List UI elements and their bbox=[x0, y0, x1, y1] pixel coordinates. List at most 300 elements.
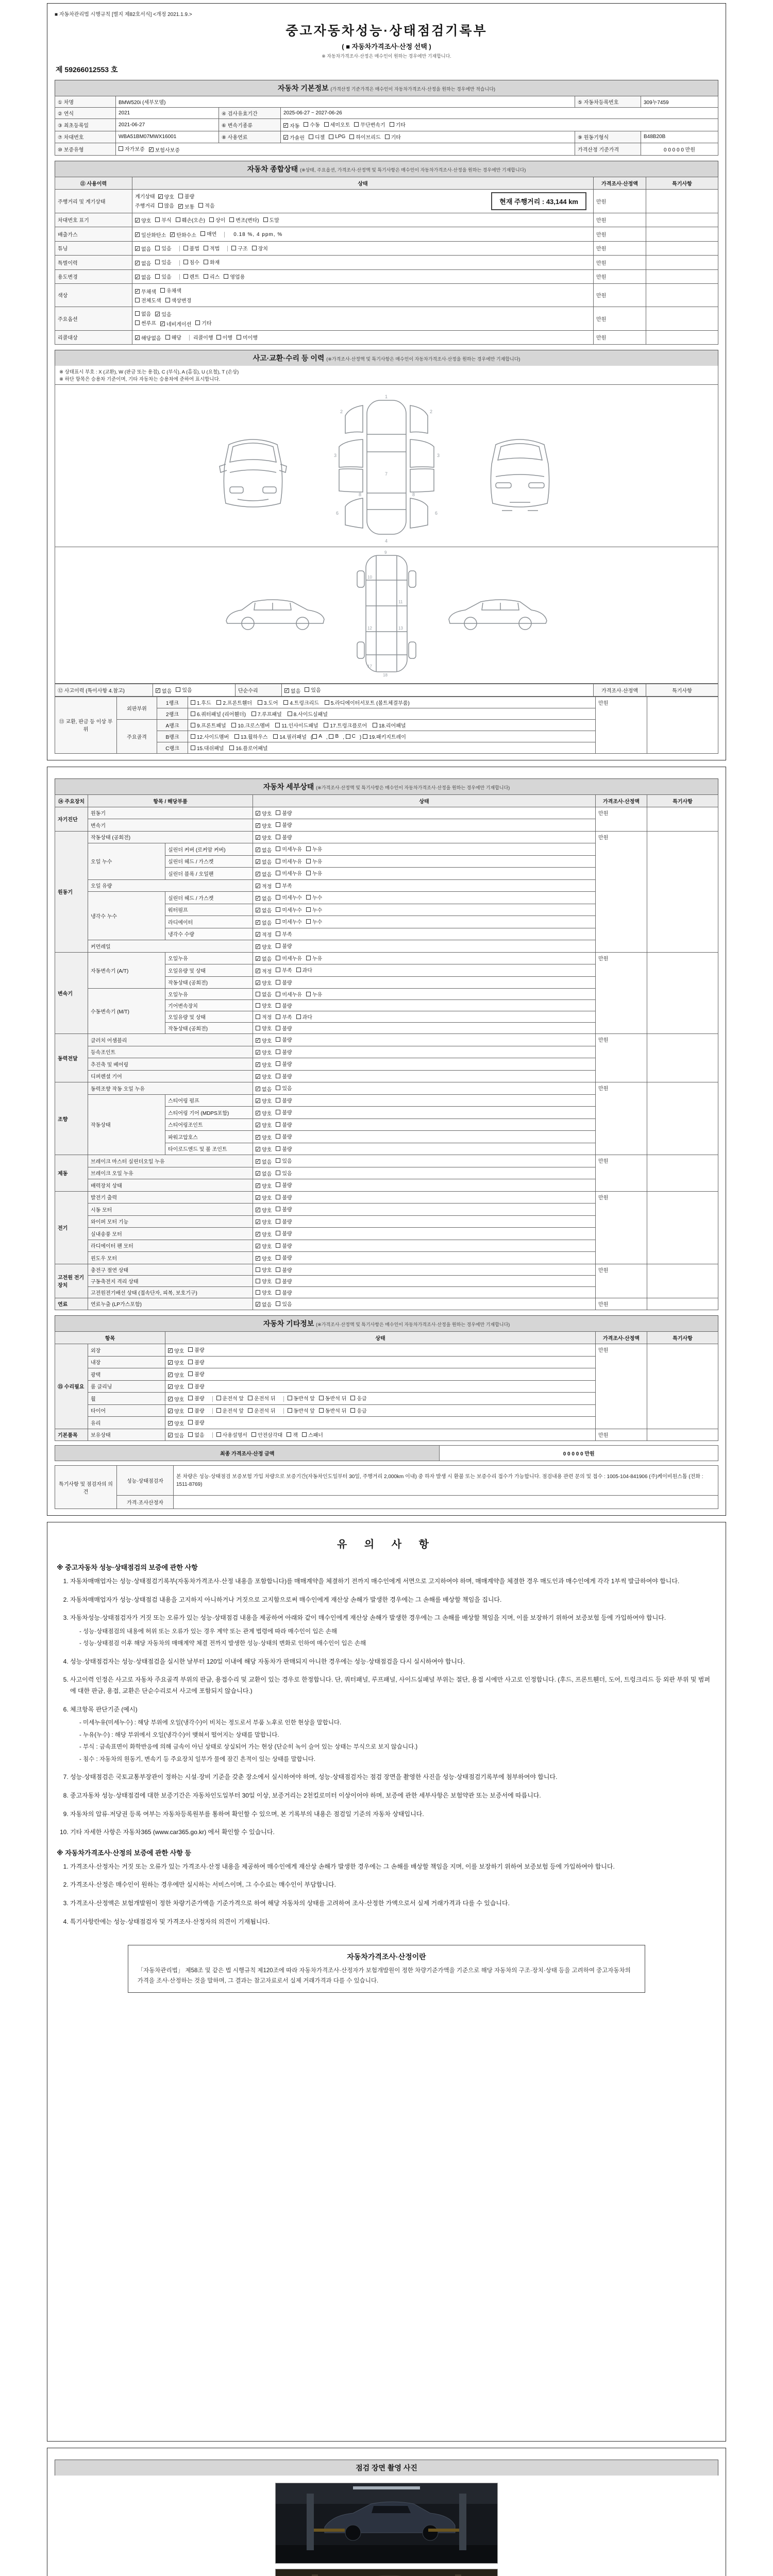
pillar-unchecked[interactable] bbox=[312, 734, 322, 739]
state-unchecked[interactable] bbox=[276, 1002, 292, 1009]
state-line bbox=[135, 273, 591, 281]
checkbox-box bbox=[276, 931, 280, 936]
current-mileage-value: 43,144 km bbox=[546, 197, 578, 206]
checkbox-box bbox=[276, 1134, 280, 1139]
checkbox-box bbox=[276, 907, 280, 912]
final-price-label: 최종 가격조사·산정 금액 bbox=[55, 1446, 440, 1461]
checkbox-box bbox=[346, 734, 350, 739]
state-unchecked[interactable] bbox=[276, 1036, 292, 1043]
state-checked[interactable] bbox=[256, 1182, 272, 1190]
checkbox-box bbox=[276, 859, 280, 863]
checkbox-label: 양호 bbox=[262, 836, 272, 841]
device-state bbox=[253, 1228, 596, 1240]
state-checked[interactable] bbox=[256, 1255, 272, 1262]
state-unchecked[interactable] bbox=[276, 1289, 292, 1296]
state-checked[interactable] bbox=[168, 1371, 184, 1379]
state-unchecked[interactable] bbox=[224, 273, 245, 280]
state-unchecked[interactable] bbox=[319, 1394, 346, 1402]
panel-unchecked[interactable] bbox=[191, 721, 226, 729]
state-unchecked[interactable] bbox=[256, 1002, 272, 1009]
state-unchecked[interactable] bbox=[165, 333, 181, 341]
state-unchecked[interactable] bbox=[296, 966, 312, 974]
accident-history-unchecked[interactable] bbox=[176, 686, 192, 693]
state-unchecked[interactable] bbox=[209, 216, 225, 224]
state-checked[interactable] bbox=[256, 834, 272, 841]
panel-unchecked[interactable] bbox=[258, 699, 278, 706]
checkbox-label: 미세누유 bbox=[282, 956, 302, 962]
state-checked[interactable] bbox=[135, 334, 161, 342]
checkbox-label: 양호 bbox=[262, 1147, 272, 1153]
device-part: 타이로드엔드 및 볼 조인트 bbox=[165, 1143, 253, 1155]
panel-unchecked[interactable] bbox=[191, 699, 211, 706]
state-unchecked[interactable] bbox=[276, 857, 302, 865]
panel-unchecked[interactable] bbox=[231, 721, 270, 729]
state-checked[interactable] bbox=[168, 1431, 184, 1439]
state-unchecked[interactable] bbox=[135, 310, 151, 317]
note-cell bbox=[646, 307, 718, 330]
state-unchecked[interactable] bbox=[188, 1418, 204, 1426]
state-unchecked[interactable] bbox=[276, 1277, 292, 1285]
state-unchecked[interactable] bbox=[188, 1346, 204, 1353]
state-unchecked[interactable] bbox=[276, 882, 292, 889]
state-unchecked[interactable] bbox=[287, 1431, 298, 1438]
section-final-price bbox=[55, 1445, 718, 1461]
panel-unchecked[interactable] bbox=[234, 733, 268, 740]
state-checked[interactable] bbox=[256, 882, 272, 890]
state-unchecked[interactable] bbox=[188, 1406, 204, 1414]
notice-subitem: - 미세누유(미세누수) : 해당 부위에 오일(냉각수)이 비치는 정도로서 부품 노후로 인한 현상을 말합니다. bbox=[79, 1718, 713, 1728]
state-unchecked[interactable] bbox=[198, 201, 214, 209]
state-unchecked[interactable] bbox=[204, 244, 220, 252]
etc-info-table bbox=[55, 1331, 718, 1441]
state-checked[interactable] bbox=[256, 967, 272, 975]
table-row bbox=[55, 119, 718, 131]
checkbox-label: 누유 bbox=[312, 956, 323, 962]
text: 12 bbox=[367, 626, 372, 631]
state-unchecked[interactable] bbox=[276, 1096, 292, 1104]
state-unchecked[interactable] bbox=[276, 1157, 292, 1164]
checkbox-label: 상이 bbox=[215, 217, 226, 224]
state-checked[interactable] bbox=[256, 1145, 272, 1153]
state-checked[interactable] bbox=[256, 1300, 272, 1308]
state-unchecked[interactable] bbox=[276, 833, 292, 841]
state-unchecked[interactable] bbox=[306, 857, 322, 865]
state-checked[interactable] bbox=[256, 1061, 272, 1069]
state-checked[interactable] bbox=[256, 1073, 272, 1080]
state-checked[interactable] bbox=[158, 193, 174, 200]
state-checked[interactable] bbox=[168, 1407, 184, 1415]
page-detail-etc bbox=[47, 767, 726, 1516]
state-unchecked[interactable] bbox=[183, 258, 199, 266]
state-unchecked[interactable] bbox=[276, 1253, 292, 1261]
state-checked[interactable] bbox=[256, 894, 272, 902]
state-checked[interactable] bbox=[256, 858, 272, 866]
panel-unchecked[interactable] bbox=[325, 699, 410, 706]
overall-row bbox=[55, 307, 718, 330]
state-checked[interactable] bbox=[256, 1230, 272, 1238]
notice-item: 2. 자동차매매업자가 성능·상태점검 내용을 고지하지 아니하거나 거짓으로 고지함으로써 매수인에게 재산상 손해가 발생한 경우에는 그 손해를 배상할 책임을 집니다. bbox=[70, 1595, 713, 1606]
pillar-unchecked[interactable] bbox=[346, 734, 356, 739]
fuel-checked[interactable] bbox=[283, 133, 305, 141]
state-unchecked[interactable] bbox=[188, 1358, 204, 1366]
checkbox-box: ✓ bbox=[256, 1171, 260, 1176]
state-unchecked[interactable] bbox=[306, 954, 322, 962]
car-diagram-top-unfolded bbox=[309, 390, 464, 545]
state-unchecked[interactable] bbox=[256, 1289, 272, 1296]
state-unchecked[interactable] bbox=[251, 1431, 282, 1438]
state-unchecked[interactable] bbox=[155, 273, 171, 280]
state-checked[interactable] bbox=[256, 1097, 272, 1105]
panel-unchecked[interactable] bbox=[275, 721, 318, 729]
checkbox-label: 있음 bbox=[161, 260, 172, 266]
checkbox-box bbox=[183, 260, 188, 264]
field-sublabel: 주행거리 bbox=[135, 204, 155, 209]
panel-unchecked[interactable] bbox=[191, 710, 246, 718]
checkbox-label: 8.사이드실패널 bbox=[293, 711, 328, 718]
checkbox-box bbox=[195, 320, 200, 325]
fuel-unchecked[interactable] bbox=[309, 133, 325, 141]
tbody bbox=[55, 1446, 718, 1461]
state-unchecked[interactable] bbox=[306, 845, 322, 853]
state-unchecked[interactable] bbox=[252, 244, 268, 252]
state-checked[interactable] bbox=[178, 202, 194, 210]
path bbox=[410, 498, 428, 528]
panel-unchecked[interactable] bbox=[216, 699, 252, 706]
simple-repair-checked[interactable] bbox=[284, 687, 300, 694]
checkbox-label: 양호 bbox=[164, 195, 174, 200]
checkbox-label: 12.사이드멤버 bbox=[197, 734, 229, 740]
device-item: 와이퍼 모터 기능 bbox=[88, 1215, 253, 1228]
state-checked[interactable] bbox=[256, 822, 272, 829]
state-checked[interactable] bbox=[256, 930, 272, 938]
checkbox-box bbox=[191, 734, 195, 739]
state-checked[interactable] bbox=[256, 979, 272, 987]
state-unchecked[interactable] bbox=[155, 244, 171, 252]
checkbox-label: 3.도어 bbox=[263, 700, 278, 706]
state-unchecked[interactable] bbox=[256, 990, 272, 998]
state-checked[interactable] bbox=[170, 231, 196, 239]
state-unchecked[interactable] bbox=[276, 1060, 292, 1067]
state-unchecked[interactable] bbox=[276, 1229, 292, 1237]
state-unchecked[interactable] bbox=[276, 821, 292, 828]
text: 7 bbox=[385, 471, 388, 477]
state-unchecked[interactable] bbox=[276, 1300, 292, 1308]
state-unchecked[interactable] bbox=[296, 1013, 312, 1021]
checkbox-label: 불량 bbox=[194, 1384, 205, 1390]
checkbox-label: 적법 bbox=[209, 246, 220, 252]
state-unchecked[interactable] bbox=[276, 930, 292, 938]
checkbox-box: ✓ bbox=[168, 1384, 173, 1389]
checkbox-box bbox=[276, 1195, 280, 1199]
overall-row bbox=[55, 269, 718, 284]
state-unchecked[interactable] bbox=[155, 258, 171, 266]
pillar-unchecked[interactable] bbox=[329, 734, 339, 739]
state-checked[interactable] bbox=[135, 273, 151, 281]
state-checked[interactable] bbox=[135, 216, 151, 224]
state-checked[interactable] bbox=[256, 1085, 272, 1093]
state-unchecked[interactable] bbox=[256, 1266, 272, 1274]
checkbox-label: 자동 bbox=[290, 123, 300, 129]
state-checked[interactable] bbox=[256, 955, 272, 962]
state-unchecked[interactable] bbox=[306, 918, 322, 925]
state-checked[interactable] bbox=[135, 259, 151, 267]
state-checked[interactable] bbox=[168, 1383, 184, 1391]
state-unchecked[interactable] bbox=[158, 201, 174, 209]
state-unchecked[interactable] bbox=[165, 296, 192, 304]
state-checked[interactable] bbox=[256, 919, 272, 926]
state-unchecked[interactable] bbox=[276, 978, 292, 986]
col-header: 항목 / 해당부품 bbox=[88, 794, 253, 807]
checkbox-label: 없음 bbox=[262, 908, 272, 914]
checkbox-box bbox=[276, 1171, 280, 1175]
checkbox-box bbox=[183, 246, 188, 250]
state-unchecked[interactable] bbox=[306, 893, 322, 901]
state-unchecked[interactable] bbox=[276, 918, 302, 925]
state-unchecked[interactable] bbox=[237, 333, 258, 341]
state-unchecked[interactable] bbox=[276, 1132, 292, 1140]
state-checked[interactable] bbox=[155, 310, 171, 318]
checkbox-label: 장치 bbox=[258, 246, 268, 252]
state-unchecked[interactable] bbox=[288, 1394, 315, 1402]
checkbox-label: 불량 bbox=[282, 1049, 292, 1056]
state-unchecked[interactable] bbox=[256, 1277, 272, 1285]
state-unchecked[interactable] bbox=[195, 319, 211, 327]
state-unchecked[interactable] bbox=[216, 1431, 247, 1438]
state-checked[interactable] bbox=[135, 231, 166, 239]
state-unchecked[interactable] bbox=[216, 1406, 244, 1414]
state-checked[interactable] bbox=[256, 943, 272, 951]
state-unchecked[interactable] bbox=[276, 1121, 292, 1128]
state-unchecked[interactable] bbox=[183, 273, 199, 280]
checkbox-box bbox=[251, 1432, 256, 1437]
state-unchecked[interactable] bbox=[248, 1394, 275, 1402]
state-checked[interactable] bbox=[256, 1194, 272, 1201]
device-state bbox=[253, 904, 596, 916]
panel-unchecked[interactable] bbox=[373, 721, 406, 729]
state-unchecked[interactable] bbox=[188, 1382, 204, 1390]
state-unchecked[interactable] bbox=[276, 1217, 292, 1225]
panel-unchecked[interactable] bbox=[283, 699, 319, 706]
notice-item: 8. 중고자동차 성능·상태점검에 대한 보증기간은 자동차인도일부터 30일 이상, 보증거리는 2천킬로미터 이상이어야 하며, 보증에 관한 세부사항은 보험약관 또는 보증서에 따릅니다. bbox=[70, 1790, 713, 1802]
state-unchecked[interactable] bbox=[319, 1406, 346, 1414]
state-checked[interactable] bbox=[256, 1109, 272, 1117]
checkbox-label: 양호 bbox=[174, 1385, 184, 1391]
checkbox-label: 있음 bbox=[282, 1171, 292, 1177]
transmission-checked[interactable] bbox=[283, 122, 299, 129]
transmission-unchecked[interactable] bbox=[324, 121, 350, 128]
fuel-unchecked[interactable] bbox=[349, 133, 380, 141]
state-unchecked[interactable] bbox=[276, 1108, 292, 1116]
transmission-unchecked[interactable] bbox=[354, 121, 385, 128]
overall-row bbox=[55, 284, 718, 307]
path bbox=[226, 600, 324, 623]
checkbox-box: ✓ bbox=[256, 1062, 260, 1067]
state-unchecked[interactable] bbox=[276, 893, 302, 901]
checkbox-box: ✓ bbox=[149, 147, 153, 152]
path bbox=[230, 443, 276, 462]
field-label: ⑬ 교환, 판금 등 이상 부위 bbox=[55, 697, 117, 753]
state-unchecked[interactable] bbox=[276, 1048, 292, 1056]
state-unchecked[interactable] bbox=[183, 244, 199, 252]
panel-unchecked[interactable] bbox=[191, 744, 224, 752]
state-checked[interactable] bbox=[256, 1218, 272, 1226]
state-unchecked[interactable] bbox=[276, 990, 302, 998]
item-state bbox=[132, 241, 594, 256]
warranty-checked[interactable] bbox=[149, 146, 180, 154]
checkbox-box: ✓ bbox=[156, 311, 160, 317]
state-unchecked[interactable] bbox=[350, 1406, 366, 1414]
state-unchecked[interactable] bbox=[188, 1370, 204, 1378]
state-unchecked[interactable] bbox=[216, 1394, 244, 1402]
state-unchecked[interactable] bbox=[276, 1181, 292, 1189]
state-unchecked[interactable] bbox=[276, 1205, 292, 1213]
state-unchecked[interactable] bbox=[276, 1084, 292, 1092]
panel-unchecked[interactable] bbox=[363, 733, 406, 740]
state-unchecked[interactable] bbox=[276, 845, 302, 853]
state-unchecked[interactable] bbox=[256, 1024, 272, 1032]
transmission-unchecked[interactable] bbox=[304, 121, 320, 128]
checkbox-box: ✓ bbox=[256, 1256, 260, 1261]
panel-unchecked[interactable] bbox=[288, 710, 328, 718]
checkbox-box: ✓ bbox=[256, 835, 260, 840]
state-checked[interactable] bbox=[256, 906, 272, 914]
page-photos-signature bbox=[47, 2448, 726, 2576]
state-unchecked[interactable] bbox=[276, 869, 302, 877]
state-unchecked[interactable] bbox=[204, 273, 220, 280]
checkbox-label: 불량 bbox=[282, 1183, 292, 1189]
state-unchecked[interactable] bbox=[256, 1013, 272, 1021]
state-unchecked[interactable] bbox=[248, 1406, 275, 1414]
state-checked[interactable] bbox=[256, 870, 272, 878]
state-unchecked[interactable] bbox=[229, 216, 259, 224]
state-checked[interactable] bbox=[256, 1048, 272, 1056]
checkbox-box bbox=[216, 1396, 221, 1400]
panel-unchecked[interactable] bbox=[191, 733, 229, 740]
state-unchecked[interactable] bbox=[135, 319, 156, 327]
state-unchecked[interactable] bbox=[302, 1431, 323, 1438]
state-checked[interactable] bbox=[256, 1206, 272, 1214]
state-unchecked[interactable] bbox=[231, 244, 247, 252]
fuel-unchecked[interactable] bbox=[385, 133, 401, 141]
state-checked[interactable] bbox=[135, 245, 151, 252]
checkbox-label: 미세누수 bbox=[282, 920, 302, 925]
etc-state bbox=[165, 1356, 596, 1368]
path bbox=[498, 444, 542, 460]
state-unchecked[interactable] bbox=[135, 296, 161, 304]
state-unchecked[interactable] bbox=[288, 1406, 315, 1414]
item-state bbox=[132, 330, 594, 345]
state-unchecked[interactable] bbox=[276, 809, 292, 817]
checkbox-box bbox=[325, 700, 329, 705]
accident-history-checked[interactable] bbox=[156, 687, 172, 694]
state-unchecked[interactable] bbox=[276, 1013, 292, 1021]
checkbox-label: 적정 bbox=[262, 884, 272, 890]
state-unchecked[interactable] bbox=[276, 1242, 292, 1249]
checkbox-box bbox=[276, 1255, 280, 1260]
state-unchecked[interactable] bbox=[276, 966, 292, 974]
state-checked[interactable] bbox=[256, 846, 272, 854]
detail-row bbox=[55, 1191, 718, 1204]
transmission-unchecked[interactable] bbox=[390, 121, 406, 128]
state-unchecked[interactable] bbox=[306, 906, 322, 913]
device-state bbox=[253, 1143, 596, 1155]
state-checked[interactable] bbox=[256, 1121, 272, 1129]
state-unchecked[interactable] bbox=[216, 333, 232, 341]
checkbox-label: 있음 bbox=[161, 274, 172, 280]
device-item: 실내송풍 모터 bbox=[88, 1228, 253, 1240]
etc-state bbox=[165, 1429, 596, 1441]
checkbox-box: ✓ bbox=[256, 1219, 260, 1225]
state-checked[interactable] bbox=[256, 1242, 272, 1250]
simple-repair-unchecked[interactable] bbox=[305, 686, 321, 693]
state-unchecked[interactable] bbox=[276, 1266, 292, 1274]
checkbox-label: 있음 bbox=[161, 312, 172, 318]
fuel-unchecked[interactable] bbox=[329, 134, 345, 140]
device-state bbox=[253, 989, 596, 1000]
state-unchecked[interactable] bbox=[276, 1072, 292, 1080]
state-checked[interactable] bbox=[256, 1158, 272, 1165]
state-unchecked[interactable] bbox=[276, 1169, 292, 1177]
warranty-unchecked[interactable] bbox=[119, 145, 145, 152]
checkbox-label: 5.라디에이터서포트 (볼트체결부품) bbox=[330, 700, 410, 706]
rect bbox=[496, 483, 511, 488]
state-unchecked[interactable] bbox=[306, 869, 322, 877]
state-unchecked[interactable] bbox=[350, 1394, 366, 1402]
state-unchecked[interactable] bbox=[178, 192, 194, 200]
state-unchecked[interactable] bbox=[263, 216, 279, 224]
state-unchecked[interactable] bbox=[155, 216, 171, 224]
state-unchecked[interactable] bbox=[276, 1193, 292, 1201]
state-checked[interactable] bbox=[135, 287, 156, 295]
state-unchecked[interactable] bbox=[276, 954, 302, 962]
state-checked[interactable] bbox=[160, 320, 191, 328]
device-state bbox=[253, 976, 596, 989]
state-unchecked[interactable] bbox=[160, 286, 181, 294]
state-checked[interactable] bbox=[256, 1133, 272, 1141]
checkbox-box bbox=[135, 320, 140, 325]
state-checked[interactable] bbox=[168, 1395, 184, 1403]
checkbox-box bbox=[350, 1396, 355, 1400]
document-title: 중고자동차성능·상태점검기록부 bbox=[285, 24, 488, 38]
state-unchecked[interactable] bbox=[276, 942, 292, 950]
inspection-record-document bbox=[47, 0, 726, 2576]
state-unchecked[interactable] bbox=[200, 230, 216, 238]
checkbox-box bbox=[251, 711, 256, 716]
state-checked[interactable] bbox=[168, 1359, 184, 1366]
panel-unchecked[interactable] bbox=[273, 733, 307, 740]
state-checked[interactable] bbox=[256, 1170, 272, 1177]
state-unchecked[interactable] bbox=[188, 1394, 204, 1402]
checkbox-box: ✓ bbox=[256, 895, 260, 901]
state-checked[interactable] bbox=[256, 1037, 272, 1044]
state-unchecked[interactable] bbox=[204, 258, 220, 266]
panel-unchecked[interactable] bbox=[251, 710, 282, 718]
state-unchecked[interactable] bbox=[276, 1024, 292, 1032]
state-unchecked[interactable] bbox=[188, 1431, 204, 1438]
panel-unchecked[interactable] bbox=[324, 721, 367, 729]
state-unchecked[interactable] bbox=[306, 990, 322, 998]
checkbox-box bbox=[234, 734, 239, 739]
state-unchecked[interactable] bbox=[276, 906, 302, 913]
state-checked[interactable] bbox=[256, 809, 272, 817]
panel-unchecked[interactable] bbox=[229, 744, 267, 752]
state-checked[interactable] bbox=[168, 1419, 184, 1427]
device-group: 전기 bbox=[55, 1191, 88, 1264]
state-unchecked[interactable] bbox=[176, 216, 205, 224]
section-title: 점검 장면 촬영 사진 bbox=[55, 2460, 718, 2476]
state-checked[interactable] bbox=[168, 1347, 184, 1354]
state-unchecked[interactable] bbox=[276, 1145, 292, 1153]
